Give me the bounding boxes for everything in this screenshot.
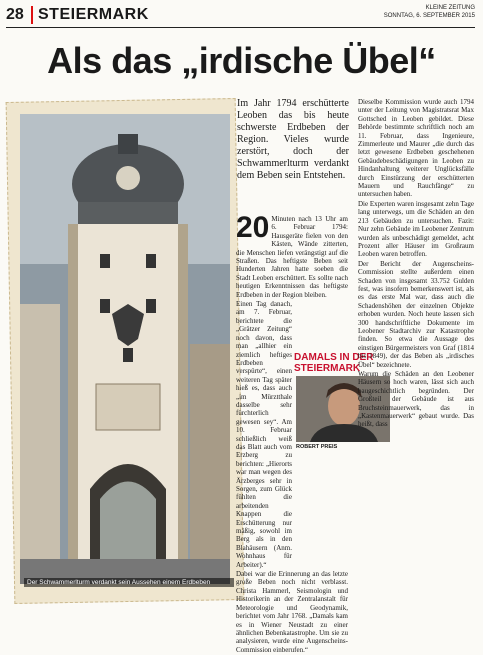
headline: Als das „irdische Übel“ bbox=[47, 40, 436, 81]
newspaper-name: KLEINE ZEITUNG bbox=[425, 5, 475, 11]
paragraph-3: Dabei war die Erinnerung an das letzte große Beben noch nicht verblasst. Christa Hammerl, Seismologin und Historikerin an der Zentralanstalt für Meteorologie und Geodynamik, berichtet vom Jahr 1768. „Damals kam es in Wiener Neustadt zu einer ähnlichen Bebenkatastrophe. Um sie zu analysieren, wurde eine Augenscheins-Commission einberufen.“ bbox=[236, 570, 348, 654]
paragraph-7: Warum die Schäden an den Leobener Häusern so hoch waren, lässt sich auch baugeschichtlich begründen. Der Großteil der Gebäude ist aus Bruchsteinmauerwerk, das in „Kastenmauerwerk“ gebaut wurde. Das heißt, dass bbox=[358, 370, 474, 429]
paragraph-4: Dieselbe Kommission wurde auch 1794 unter der Leitung von Magistratsrat Max Gottsched in Leoben gebildet. Diese Behörde bestimmte schriftlich noch am 11. Februar, dass Ingenieure, Zimmerleute und Maurer „die durch das letzt gewesene Erdbeben geschehenen Gebäudebeschädigungen in Leoben zu Hindanhaltung weiterer Unglücksfälle durch Einstürzung der erschütterten Mauern und Rauchfänge“ zu untersuchen haben. bbox=[358, 98, 474, 199]
header-separator bbox=[31, 6, 33, 24]
section-title: STEIERMARK bbox=[38, 6, 149, 23]
box-title-line-1: DAMALS IN DER bbox=[294, 352, 374, 363]
issue-date: SONNTAG, 6. SEPTEMBER 2015 bbox=[383, 13, 475, 19]
author-name: ROBERT PREIS bbox=[296, 444, 338, 450]
lead-paragraph: Im Jahr 1794 erschütterte Leoben das bis heute schwerste Erdbeben der Region. Vieles wurde zerstört, doch der Schwammerlturm verdankt dem Beben sein Entstehen. bbox=[237, 98, 349, 181]
header-rule bbox=[6, 27, 475, 28]
paragraph-6: Der Bericht der Augenscheins-Commission stellte außerdem einen Schaden von insgesamt 33.752 Gulden fest, was insofern bemerkenswert ist, als es das erste Mal war, dass auch die Schadenshöhen der einzelnen Objekte erhoben wurden. Noch heute lassen sich 300 handschriftliche Dokumente im Leobener Stadtarchiv zur Katastrophe finden. So etwa die Aussage des einstigen Bürgermeisters von Graf (1814 bis 1849), der das Beben als „irdisches Übel“ bezeichnete. bbox=[358, 259, 474, 369]
paragraph-5: Die Experten waren insgesamt zehn Tage lang unterwegs, um die Schäden an den 213 Gebäuden zu untersuchen. Fazit: Nur zehn Gebäude im Leobener Zentrum wurden als unbeschädigt gemeldet, acht Prozent aller Häuser im Großraum Leoben waren betroffen. bbox=[358, 199, 474, 259]
box-title-line-2: STEIERMARK bbox=[294, 363, 361, 374]
page-number: 28 bbox=[6, 6, 24, 23]
paragraph-1: Minuten nach 13 Uhr am 6. Februar 1794: Hausgeräte fielen von den Kästen, Wände zitterten, die Menschen liefen verängstigt auf die Straßen. Das heftigste Beben seit Hunderten Jahren hatte soeben die Stadt Leoben erschüttert. Es sollte nach heutigen Erkenntnissen das heftigste Erdbeben in der Region bleiben. bbox=[236, 215, 348, 299]
article-column-2 bbox=[358, 98, 474, 430]
paper-info bbox=[384, 4, 475, 20]
photo-caption: Der Schwammerlturm verdankt sein Aussehen einem Erdbeben bbox=[24, 578, 234, 587]
paragraph-2: Einen Tag danach, am 7. Februar, berichtete die „Grätzer Zeitung“ noch davon, dass man „allhier ein ziemlich heftiges Erdbeben verspürte“, einen weiteren Tag später hieß es, dass auch „im Mürztthale dasselbe sehr fürchterlich gewesen sey“. Am 10. Februar schließlich weiß das Blatt auch vom Erzberg zu berichten: „Hierorts war man wegen des Ärzberges sehr in Sorgen, zum Glück fühlten die arbeitenden Knappen die Erschütterung nur mäßig, sowohl im Berg als in den Blahäusern (Anm. Wohnhaus für Arbeiter).“ bbox=[236, 300, 292, 569]
tower-photo bbox=[20, 114, 230, 584]
drop-cap: 20 bbox=[236, 211, 270, 244]
